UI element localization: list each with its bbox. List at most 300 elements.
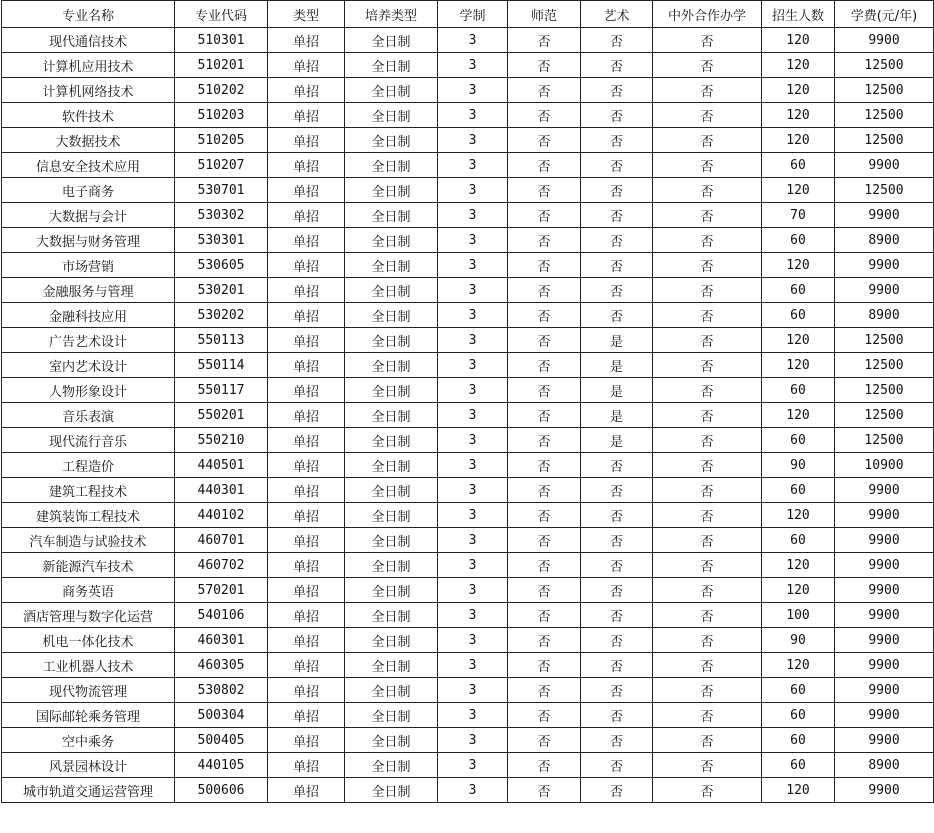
cell-training-type: 全日制 bbox=[345, 178, 438, 203]
cell-major-code: 530202 bbox=[175, 303, 268, 328]
cell-art: 否 bbox=[581, 78, 653, 103]
cell-duration: 3 bbox=[438, 703, 508, 728]
cell-tuition: 9900 bbox=[835, 153, 934, 178]
cell-tuition: 8900 bbox=[835, 753, 934, 778]
cell-sino-foreign: 否 bbox=[653, 203, 762, 228]
table-row bbox=[2, 53, 934, 78]
cell-duration: 3 bbox=[438, 553, 508, 578]
cell-enrollment: 60 bbox=[762, 678, 835, 703]
cell-tuition: 9900 bbox=[835, 778, 934, 803]
cell-type: 单招 bbox=[268, 503, 345, 528]
table-row bbox=[2, 303, 934, 328]
cell-major-code: 530605 bbox=[175, 253, 268, 278]
cell-tuition: 9900 bbox=[835, 703, 934, 728]
cell-major-name: 风景园林设计 bbox=[2, 753, 175, 778]
cell-type: 单招 bbox=[268, 53, 345, 78]
table-row bbox=[2, 78, 934, 103]
cell-duration: 3 bbox=[438, 378, 508, 403]
cell-major-name: 建筑工程技术 bbox=[2, 478, 175, 503]
cell-enrollment: 120 bbox=[762, 128, 835, 153]
cell-type: 单招 bbox=[268, 378, 345, 403]
cell-enrollment: 120 bbox=[762, 28, 835, 53]
cell-training-type: 全日制 bbox=[345, 428, 438, 453]
cell-art: 是 bbox=[581, 328, 653, 353]
cell-major-name: 工业机器人技术 bbox=[2, 653, 175, 678]
table-row bbox=[2, 103, 934, 128]
cell-sino-foreign: 否 bbox=[653, 378, 762, 403]
cell-sino-foreign: 否 bbox=[653, 478, 762, 503]
cell-sino-foreign: 否 bbox=[653, 353, 762, 378]
cell-art: 是 bbox=[581, 428, 653, 453]
cell-duration: 3 bbox=[438, 728, 508, 753]
cell-tuition: 9900 bbox=[835, 578, 934, 603]
header-row bbox=[2, 1, 934, 28]
cell-training-type: 全日制 bbox=[345, 53, 438, 78]
cell-major-code: 510205 bbox=[175, 128, 268, 153]
cell-tuition: 12500 bbox=[835, 78, 934, 103]
table-row bbox=[2, 28, 934, 53]
cell-major-code: 530301 bbox=[175, 228, 268, 253]
cell-art: 否 bbox=[581, 578, 653, 603]
table-row bbox=[2, 453, 934, 478]
cell-duration: 3 bbox=[438, 453, 508, 478]
table-row bbox=[2, 378, 934, 403]
cell-art: 否 bbox=[581, 303, 653, 328]
cell-type: 单招 bbox=[268, 528, 345, 553]
cell-enrollment: 120 bbox=[762, 78, 835, 103]
cell-major-code: 530201 bbox=[175, 278, 268, 303]
cell-type: 单招 bbox=[268, 28, 345, 53]
cell-sino-foreign: 否 bbox=[653, 528, 762, 553]
cell-training-type: 全日制 bbox=[345, 503, 438, 528]
cell-major-name: 城市轨道交通运营管理 bbox=[2, 778, 175, 803]
cell-type: 单招 bbox=[268, 778, 345, 803]
cell-sino-foreign: 否 bbox=[653, 153, 762, 178]
cell-enrollment: 60 bbox=[762, 478, 835, 503]
cell-normal-school: 否 bbox=[508, 553, 581, 578]
cell-type: 单招 bbox=[268, 403, 345, 428]
cell-enrollment: 120 bbox=[762, 253, 835, 278]
cell-major-code: 510203 bbox=[175, 103, 268, 128]
cell-sino-foreign: 否 bbox=[653, 278, 762, 303]
cell-tuition: 8900 bbox=[835, 303, 934, 328]
cell-sino-foreign: 否 bbox=[653, 703, 762, 728]
cell-normal-school: 否 bbox=[508, 603, 581, 628]
cell-type: 单招 bbox=[268, 678, 345, 703]
cell-art: 否 bbox=[581, 778, 653, 803]
cell-major-name: 现代物流管理 bbox=[2, 678, 175, 703]
cell-normal-school: 否 bbox=[508, 628, 581, 653]
cell-sino-foreign: 否 bbox=[653, 403, 762, 428]
cell-duration: 3 bbox=[438, 153, 508, 178]
cell-major-code: 550201 bbox=[175, 403, 268, 428]
cell-duration: 3 bbox=[438, 578, 508, 603]
cell-tuition: 9900 bbox=[835, 278, 934, 303]
cell-enrollment: 120 bbox=[762, 778, 835, 803]
table-row bbox=[2, 353, 934, 378]
cell-major-code: 460702 bbox=[175, 553, 268, 578]
table-row bbox=[2, 653, 934, 678]
cell-normal-school: 否 bbox=[508, 103, 581, 128]
cell-major-name: 汽车制造与试验技术 bbox=[2, 528, 175, 553]
cell-normal-school: 否 bbox=[508, 778, 581, 803]
cell-major-name: 酒店管理与数字化运营 bbox=[2, 603, 175, 628]
cell-duration: 3 bbox=[438, 403, 508, 428]
cell-training-type: 全日制 bbox=[345, 528, 438, 553]
cell-duration: 3 bbox=[438, 778, 508, 803]
cell-major-name: 大数据与会计 bbox=[2, 203, 175, 228]
cell-major-code: 570201 bbox=[175, 578, 268, 603]
cell-duration: 3 bbox=[438, 278, 508, 303]
cell-duration: 3 bbox=[438, 128, 508, 153]
cell-normal-school: 否 bbox=[508, 753, 581, 778]
cell-normal-school: 否 bbox=[508, 528, 581, 553]
cell-tuition: 9900 bbox=[835, 603, 934, 628]
cell-major-code: 550113 bbox=[175, 328, 268, 353]
cell-training-type: 全日制 bbox=[345, 103, 438, 128]
cell-duration: 3 bbox=[438, 678, 508, 703]
cell-normal-school: 否 bbox=[508, 128, 581, 153]
table-row bbox=[2, 253, 934, 278]
cell-enrollment: 120 bbox=[762, 503, 835, 528]
table-row bbox=[2, 428, 934, 453]
cell-tuition: 9900 bbox=[835, 653, 934, 678]
cell-type: 单招 bbox=[268, 228, 345, 253]
cell-type: 单招 bbox=[268, 203, 345, 228]
cell-normal-school: 否 bbox=[508, 153, 581, 178]
cell-normal-school: 否 bbox=[508, 228, 581, 253]
cell-type: 单招 bbox=[268, 653, 345, 678]
cell-enrollment: 60 bbox=[762, 428, 835, 453]
column-header-tuition: 学费(元/年) bbox=[835, 1, 934, 28]
cell-normal-school: 否 bbox=[508, 53, 581, 78]
cell-major-name: 空中乘务 bbox=[2, 728, 175, 753]
cell-training-type: 全日制 bbox=[345, 128, 438, 153]
cell-major-name: 室内艺术设计 bbox=[2, 353, 175, 378]
cell-tuition: 9900 bbox=[835, 678, 934, 703]
column-header-major-name: 专业名称 bbox=[2, 1, 175, 28]
cell-art: 否 bbox=[581, 478, 653, 503]
cell-art: 否 bbox=[581, 678, 653, 703]
cell-normal-school: 否 bbox=[508, 703, 581, 728]
cell-normal-school: 否 bbox=[508, 428, 581, 453]
cell-type: 单招 bbox=[268, 278, 345, 303]
cell-enrollment: 60 bbox=[762, 228, 835, 253]
cell-duration: 3 bbox=[438, 353, 508, 378]
cell-tuition: 12500 bbox=[835, 53, 934, 78]
cell-art: 否 bbox=[581, 528, 653, 553]
cell-major-code: 460701 bbox=[175, 528, 268, 553]
cell-art: 否 bbox=[581, 453, 653, 478]
cell-training-type: 全日制 bbox=[345, 578, 438, 603]
table-row bbox=[2, 503, 934, 528]
cell-tuition: 9900 bbox=[835, 203, 934, 228]
table-row bbox=[2, 753, 934, 778]
table-row bbox=[2, 578, 934, 603]
cell-art: 否 bbox=[581, 628, 653, 653]
cell-art: 否 bbox=[581, 278, 653, 303]
table-row bbox=[2, 178, 934, 203]
cell-tuition: 12500 bbox=[835, 178, 934, 203]
cell-enrollment: 60 bbox=[762, 703, 835, 728]
cell-major-name: 现代流行音乐 bbox=[2, 428, 175, 453]
cell-major-code: 440501 bbox=[175, 453, 268, 478]
cell-normal-school: 否 bbox=[508, 653, 581, 678]
table-row bbox=[2, 228, 934, 253]
cell-duration: 3 bbox=[438, 653, 508, 678]
cell-major-name: 金融服务与管理 bbox=[2, 278, 175, 303]
cell-type: 单招 bbox=[268, 628, 345, 653]
cell-normal-school: 否 bbox=[508, 453, 581, 478]
cell-sino-foreign: 否 bbox=[653, 303, 762, 328]
cell-sino-foreign: 否 bbox=[653, 453, 762, 478]
cell-major-name: 建筑装饰工程技术 bbox=[2, 503, 175, 528]
cell-training-type: 全日制 bbox=[345, 253, 438, 278]
cell-tuition: 12500 bbox=[835, 328, 934, 353]
cell-major-code: 530302 bbox=[175, 203, 268, 228]
table-row bbox=[2, 603, 934, 628]
cell-sino-foreign: 否 bbox=[653, 328, 762, 353]
cell-training-type: 全日制 bbox=[345, 153, 438, 178]
cell-type: 单招 bbox=[268, 353, 345, 378]
cell-duration: 3 bbox=[438, 428, 508, 453]
table-body bbox=[2, 28, 934, 803]
cell-type: 单招 bbox=[268, 128, 345, 153]
cell-duration: 3 bbox=[438, 253, 508, 278]
cell-art: 否 bbox=[581, 178, 653, 203]
cell-major-name: 软件技术 bbox=[2, 103, 175, 128]
cell-art: 否 bbox=[581, 553, 653, 578]
cell-training-type: 全日制 bbox=[345, 653, 438, 678]
cell-tuition: 8900 bbox=[835, 228, 934, 253]
cell-major-code: 460305 bbox=[175, 653, 268, 678]
cell-sino-foreign: 否 bbox=[653, 253, 762, 278]
cell-major-name: 金融科技应用 bbox=[2, 303, 175, 328]
column-header-enrollment: 招生人数 bbox=[762, 1, 835, 28]
cell-sino-foreign: 否 bbox=[653, 428, 762, 453]
cell-training-type: 全日制 bbox=[345, 778, 438, 803]
cell-tuition: 12500 bbox=[835, 428, 934, 453]
cell-major-code: 440102 bbox=[175, 503, 268, 528]
cell-major-code: 510207 bbox=[175, 153, 268, 178]
cell-major-name: 电子商务 bbox=[2, 178, 175, 203]
cell-sino-foreign: 否 bbox=[653, 578, 762, 603]
cell-training-type: 全日制 bbox=[345, 753, 438, 778]
cell-sino-foreign: 否 bbox=[653, 503, 762, 528]
cell-type: 单招 bbox=[268, 303, 345, 328]
cell-training-type: 全日制 bbox=[345, 603, 438, 628]
cell-training-type: 全日制 bbox=[345, 28, 438, 53]
cell-training-type: 全日制 bbox=[345, 78, 438, 103]
cell-art: 是 bbox=[581, 353, 653, 378]
cell-enrollment: 120 bbox=[762, 178, 835, 203]
column-header-training-type: 培养类型 bbox=[345, 1, 438, 28]
cell-training-type: 全日制 bbox=[345, 228, 438, 253]
cell-type: 单招 bbox=[268, 453, 345, 478]
cell-sino-foreign: 否 bbox=[653, 128, 762, 153]
cell-normal-school: 否 bbox=[508, 203, 581, 228]
cell-enrollment: 60 bbox=[762, 278, 835, 303]
cell-tuition: 12500 bbox=[835, 403, 934, 428]
cell-tuition: 10900 bbox=[835, 453, 934, 478]
cell-normal-school: 否 bbox=[508, 678, 581, 703]
cell-art: 否 bbox=[581, 753, 653, 778]
cell-sino-foreign: 否 bbox=[653, 553, 762, 578]
cell-duration: 3 bbox=[438, 53, 508, 78]
cell-training-type: 全日制 bbox=[345, 453, 438, 478]
cell-art: 否 bbox=[581, 153, 653, 178]
table-row bbox=[2, 678, 934, 703]
cell-training-type: 全日制 bbox=[345, 203, 438, 228]
cell-type: 单招 bbox=[268, 728, 345, 753]
cell-major-code: 510202 bbox=[175, 78, 268, 103]
cell-duration: 3 bbox=[438, 303, 508, 328]
cell-duration: 3 bbox=[438, 203, 508, 228]
cell-training-type: 全日制 bbox=[345, 678, 438, 703]
cell-type: 单招 bbox=[268, 178, 345, 203]
cell-sino-foreign: 否 bbox=[653, 78, 762, 103]
cell-duration: 3 bbox=[438, 603, 508, 628]
cell-duration: 3 bbox=[438, 78, 508, 103]
table-row bbox=[2, 728, 934, 753]
cell-type: 单招 bbox=[268, 478, 345, 503]
cell-normal-school: 否 bbox=[508, 303, 581, 328]
cell-major-code: 440301 bbox=[175, 478, 268, 503]
cell-normal-school: 否 bbox=[508, 253, 581, 278]
cell-duration: 3 bbox=[438, 628, 508, 653]
cell-major-name: 新能源汽车技术 bbox=[2, 553, 175, 578]
cell-duration: 3 bbox=[438, 503, 508, 528]
cell-major-name: 信息安全技术应用 bbox=[2, 153, 175, 178]
cell-art: 否 bbox=[581, 603, 653, 628]
cell-major-code: 550210 bbox=[175, 428, 268, 453]
cell-art: 否 bbox=[581, 703, 653, 728]
table-row bbox=[2, 153, 934, 178]
cell-training-type: 全日制 bbox=[345, 278, 438, 303]
cell-sino-foreign: 否 bbox=[653, 678, 762, 703]
cell-major-code: 500304 bbox=[175, 703, 268, 728]
cell-duration: 3 bbox=[438, 478, 508, 503]
cell-major-name: 现代通信技术 bbox=[2, 28, 175, 53]
table-row bbox=[2, 278, 934, 303]
cell-art: 否 bbox=[581, 28, 653, 53]
table-row bbox=[2, 203, 934, 228]
cell-art: 否 bbox=[581, 228, 653, 253]
cell-sino-foreign: 否 bbox=[653, 753, 762, 778]
cell-duration: 3 bbox=[438, 28, 508, 53]
cell-major-code: 540106 bbox=[175, 603, 268, 628]
cell-sino-foreign: 否 bbox=[653, 103, 762, 128]
cell-major-code: 550117 bbox=[175, 378, 268, 403]
cell-tuition: 9900 bbox=[835, 528, 934, 553]
cell-normal-school: 否 bbox=[508, 578, 581, 603]
table-row bbox=[2, 553, 934, 578]
cell-training-type: 全日制 bbox=[345, 703, 438, 728]
cell-normal-school: 否 bbox=[508, 503, 581, 528]
cell-duration: 3 bbox=[438, 528, 508, 553]
cell-sino-foreign: 否 bbox=[653, 778, 762, 803]
cell-tuition: 12500 bbox=[835, 378, 934, 403]
cell-major-name: 计算机网络技术 bbox=[2, 78, 175, 103]
cell-type: 单招 bbox=[268, 153, 345, 178]
table-row bbox=[2, 478, 934, 503]
cell-type: 单招 bbox=[268, 78, 345, 103]
cell-enrollment: 60 bbox=[762, 303, 835, 328]
cell-normal-school: 否 bbox=[508, 28, 581, 53]
cell-normal-school: 否 bbox=[508, 353, 581, 378]
cell-art: 否 bbox=[581, 503, 653, 528]
cell-normal-school: 否 bbox=[508, 403, 581, 428]
cell-tuition: 9900 bbox=[835, 628, 934, 653]
table-row bbox=[2, 703, 934, 728]
cell-major-code: 500405 bbox=[175, 728, 268, 753]
column-header-duration: 学制 bbox=[438, 1, 508, 28]
cell-enrollment: 120 bbox=[762, 578, 835, 603]
cell-major-name: 机电一体化技术 bbox=[2, 628, 175, 653]
cell-art: 否 bbox=[581, 253, 653, 278]
cell-tuition: 12500 bbox=[835, 103, 934, 128]
cell-sino-foreign: 否 bbox=[653, 228, 762, 253]
cell-enrollment: 120 bbox=[762, 653, 835, 678]
cell-art: 否 bbox=[581, 53, 653, 78]
enrollment-table bbox=[1, 0, 934, 803]
table-row bbox=[2, 778, 934, 803]
cell-enrollment: 120 bbox=[762, 553, 835, 578]
cell-normal-school: 否 bbox=[508, 178, 581, 203]
cell-enrollment: 100 bbox=[762, 603, 835, 628]
cell-training-type: 全日制 bbox=[345, 353, 438, 378]
cell-major-code: 550114 bbox=[175, 353, 268, 378]
cell-major-name: 国际邮轮乘务管理 bbox=[2, 703, 175, 728]
cell-type: 单招 bbox=[268, 703, 345, 728]
cell-major-name: 大数据技术 bbox=[2, 128, 175, 153]
cell-sino-foreign: 否 bbox=[653, 178, 762, 203]
table-header bbox=[2, 1, 934, 28]
cell-sino-foreign: 否 bbox=[653, 628, 762, 653]
cell-training-type: 全日制 bbox=[345, 628, 438, 653]
cell-sino-foreign: 否 bbox=[653, 28, 762, 53]
cell-major-name: 人物形象设计 bbox=[2, 378, 175, 403]
cell-major-name: 商务英语 bbox=[2, 578, 175, 603]
cell-major-code: 510201 bbox=[175, 53, 268, 78]
cell-enrollment: 90 bbox=[762, 453, 835, 478]
table-row bbox=[2, 128, 934, 153]
cell-duration: 3 bbox=[438, 103, 508, 128]
cell-normal-school: 否 bbox=[508, 728, 581, 753]
cell-art: 否 bbox=[581, 653, 653, 678]
cell-enrollment: 60 bbox=[762, 753, 835, 778]
cell-sino-foreign: 否 bbox=[653, 653, 762, 678]
cell-enrollment: 60 bbox=[762, 153, 835, 178]
cell-major-name: 音乐表演 bbox=[2, 403, 175, 428]
cell-normal-school: 否 bbox=[508, 78, 581, 103]
cell-normal-school: 否 bbox=[508, 328, 581, 353]
cell-sino-foreign: 否 bbox=[653, 603, 762, 628]
cell-tuition: 9900 bbox=[835, 28, 934, 53]
cell-training-type: 全日制 bbox=[345, 728, 438, 753]
cell-art: 否 bbox=[581, 128, 653, 153]
cell-enrollment: 60 bbox=[762, 728, 835, 753]
cell-major-name: 计算机应用技术 bbox=[2, 53, 175, 78]
cell-type: 单招 bbox=[268, 103, 345, 128]
cell-enrollment: 120 bbox=[762, 53, 835, 78]
cell-art: 是 bbox=[581, 403, 653, 428]
cell-type: 单招 bbox=[268, 553, 345, 578]
cell-tuition: 9900 bbox=[835, 253, 934, 278]
table-row bbox=[2, 528, 934, 553]
cell-type: 单招 bbox=[268, 328, 345, 353]
cell-training-type: 全日制 bbox=[345, 328, 438, 353]
